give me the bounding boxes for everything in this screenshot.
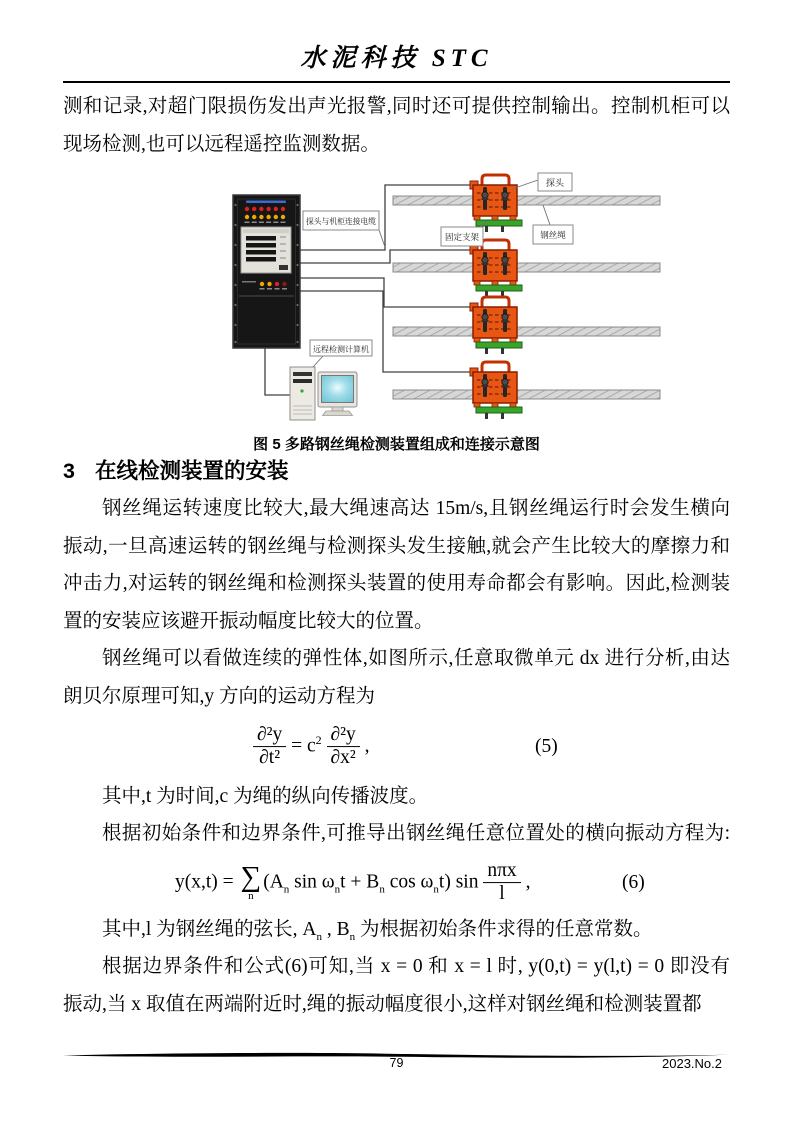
paragraph-symbols-eq5	[63, 778, 730, 816]
journal-title: 水泥科技 STC	[300, 45, 493, 72]
equation-6-number: (6)	[622, 872, 645, 893]
label-rope: 钢丝绳	[540, 230, 566, 240]
text-line: 振动,一旦高速运转的钢丝绳与检测探头发生接触,就会产生比较大的摩擦力和	[63, 535, 730, 557]
text-line: 钢丝绳可以看做连续的弹性体,如图所示,任意取微单元 dx 进行分析,由达	[102, 648, 730, 669]
equation-6	[0, 852, 793, 914]
figure-caption: 图 5 多路钢丝绳检测装置组成和连接示意图	[253, 436, 540, 453]
equation-5-formula: $\frac{\text{∂²y}}{\text{∂t²}}$ = $c^2$ $\frac{\text{∂²y}}{\text{∂x²}}$ ,	[253, 724, 370, 770]
issue-number: 2023.No.2	[662, 1056, 722, 1071]
equation-5	[0, 716, 793, 778]
text-line: 置的安装应该避开振动幅度比较大的位置。	[63, 610, 434, 632]
paragraph-elastic-body	[63, 640, 730, 715]
text-line: 朗贝尔原理可知,y 方向的运动方程为	[63, 685, 376, 707]
remote-computer	[290, 367, 357, 420]
text-line: 钢丝绳运转速度比较大,最大绳速高达 15m/s,且钢丝绳运行时会发生横向	[102, 498, 730, 519]
paragraph-boundary	[63, 948, 730, 1023]
label-bracket: 固定支架	[444, 232, 480, 242]
probe-device	[470, 362, 522, 419]
probe-device	[470, 240, 522, 297]
monitor	[318, 372, 357, 416]
label-computer: 远程检测计算机	[313, 345, 369, 354]
label-probe: 探头	[545, 178, 565, 188]
intro-paragraph	[63, 88, 730, 163]
text-line: 根据边界条件和公式(6)可知,当 x = 0 和 x = l 时, y(0,t) = y(l,t) = 0 即没有	[102, 956, 730, 977]
text-line: 根据初始条件和边界条件,可推导出钢丝绳任意位置处的横向振动方程为:	[102, 823, 730, 844]
equation-5-number: (5)	[535, 736, 558, 757]
cabinet-screen	[241, 227, 291, 273]
section-number: 3	[63, 459, 75, 483]
wire-rope-detection-diagram	[230, 163, 670, 433]
paragraph-conditions	[63, 815, 730, 853]
text-line: 其中,l 为钢丝绳的弦长, $A_n$ , $B_n$ 为根据初始条件求得的任意常数。	[102, 919, 653, 943]
header-rule	[63, 81, 730, 83]
wire-ropes	[393, 196, 660, 399]
text-line: 振动,当 x 取值在两端附近时,绳的振动幅度很小,这样对钢丝绳和检测装置都	[63, 993, 702, 1015]
control-cabinet	[233, 195, 300, 348]
text-line: 其中,t 为时间,c 为绳的纵向传播波度。	[102, 786, 429, 807]
equation-6-formula: y(x,t) = ∑ n ($A_n$ $\sin \omega_nt + B_n$ $\cos \omega_nt$) sin $\frac{\text{nπx}}{l}$ ,	[175, 860, 531, 905]
text-line: 现场检测,也可以远程遥控监测数据。	[63, 133, 380, 155]
label-cable: 探头与机柜连接电缆	[306, 217, 378, 226]
page-number: 79	[389, 1056, 404, 1070]
text-line: 测和记录,对超门限损伤发出声光报警,同时还可提供控制输出。控制机柜可以	[63, 96, 730, 117]
section-title: 在线检测装置的安装	[94, 459, 289, 483]
probe-device	[470, 175, 522, 232]
probe-device	[470, 297, 522, 354]
section-heading	[63, 454, 288, 485]
figure-diagram	[230, 163, 670, 433]
paragraph-installation	[63, 490, 730, 640]
text-line: 冲击力,对运转的钢丝绳和检测探头装置的使用寿命都会有影响。因此,检测装	[63, 573, 730, 594]
